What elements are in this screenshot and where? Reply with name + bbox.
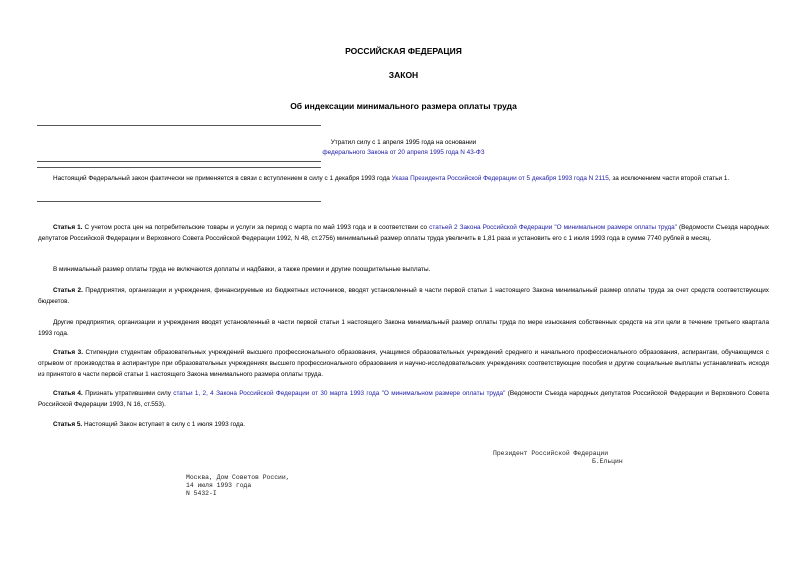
article-label: Статья 2. <box>53 287 83 294</box>
article-2-law-link[interactable]: статьей 2 Закона Российской Федерации "О минимальном размере оплаты труда" <box>429 224 677 231</box>
article-1: Статья 1. С учетом роста цен на потребительские товары и услуги за период с марта по май 1993 года и в соответствии со статьей 2 Закона Российской Федерации "О минимальном размере оплаты труда" (Ведомости Съезда народных депутатов Российской Федерации и Верховного Совета Российской Федерации 1992, N 48, ст.2756) минимальный размер оплаты труда увеличить в 1,81 раза и установить его с 1 июля 1993 года в сумме 7740 рублей в месяц. <box>38 224 769 242</box>
article-4: Статья 4. Признать утратившими силу статьи 1, 2, 4 Закона Российской Федерации от 30 марта 1993 года "О минимальном размере оплаты труда" (Ведомости Съезда народных депутатов Российской Федерации и Верховного Совета Российской Федерации 1993, N 16, ст.553). <box>38 390 769 408</box>
law-title: Об индексации минимального размера оплаты труда <box>290 101 517 111</box>
place-line: Москва, Дом Советов России, <box>186 474 290 481</box>
law-number: N 5432-I <box>186 490 217 497</box>
signature-position: Президент Российской Федерации <box>493 450 609 457</box>
article-1-part-2: В минимальный размер оплаты труда не включаются доплаты и надбавки, а также премии и другие поощрительные выплаты. <box>53 266 431 273</box>
repeal-law-link[interactable]: федерального Закона от 20 апреля 1995 года N 43-ФЗ <box>322 149 485 156</box>
article-2: Статья 2. Предприятия, организации и учреждения, финансируемые из бюджетных источников, вводят установленный в части первой статьи 1 настоящего Закона минимальный размер оплаты труда за счет средств соответствующих бюджетов. <box>38 287 769 305</box>
status-text: Утратил силу с 1 апреля 1995 года на основании <box>330 139 477 146</box>
article-5: Статья 5. Настоящий Закон вступает в силу с 1 июля 1993 года. <box>53 421 246 428</box>
doc-type-heading: ЗАКОН <box>388 70 419 80</box>
article-3: Статья 3. Стипендии студентам образовательных учреждений высшего профессионального образования, учащимся образовательных учреждений среднего и начального профессионального образования, аспирантам, обучающимся с отрывом от производства в аспирантуре при образовательных учреждениях высшего профессионального образования и научно-исследовательских учреждениях соответствующие пособия и другие социальные выплаты устанавливать исходя из принятого в части первой статьи 1 настоящего Закона минимального размера оплаты труда. <box>38 349 769 378</box>
article-label: Статья 3. <box>53 349 83 356</box>
repealed-articles-link[interactable]: статьи 1, 2, 4 Закона Российской Федерации от 30 марта 1993 года "О минимальном размере оплаты труда" <box>173 390 506 397</box>
article-label: Статья 1. <box>53 224 83 231</box>
divider <box>37 125 321 126</box>
divider <box>37 201 321 202</box>
article-label: Статья 5. <box>53 421 83 428</box>
application-note: Настоящий Федеральный закон фактически не применяется в связи с вступлением в силу с 1 декабря 1993 года Указа Президента Российской Федерации от 5 декабря 1993 года N 2115, за исключением части второй статьи 1. <box>53 175 730 182</box>
status-block <box>230 138 577 158</box>
divider <box>37 161 321 162</box>
article-2-part-2: Другие предприятия, организации и учреждения вводят установленный в части первой статьи 1 настоящего Закона минимальный размер оплаты труда по мере изыскания собственных средств на эти цели в течение третьего квартала 1993 года. <box>38 319 769 337</box>
country-heading: РОССИЙСКАЯ ФЕДЕРАЦИЯ <box>345 46 462 56</box>
date-line: 14 июля 1993 года <box>186 482 252 489</box>
decree-link[interactable]: Указа Президента Российской Федерации от 5 декабря 1993 года N 2115 <box>391 175 609 182</box>
article-label: Статья 4. <box>53 390 83 397</box>
signature-name: Б.Ельцин <box>592 458 623 465</box>
divider <box>37 167 321 168</box>
